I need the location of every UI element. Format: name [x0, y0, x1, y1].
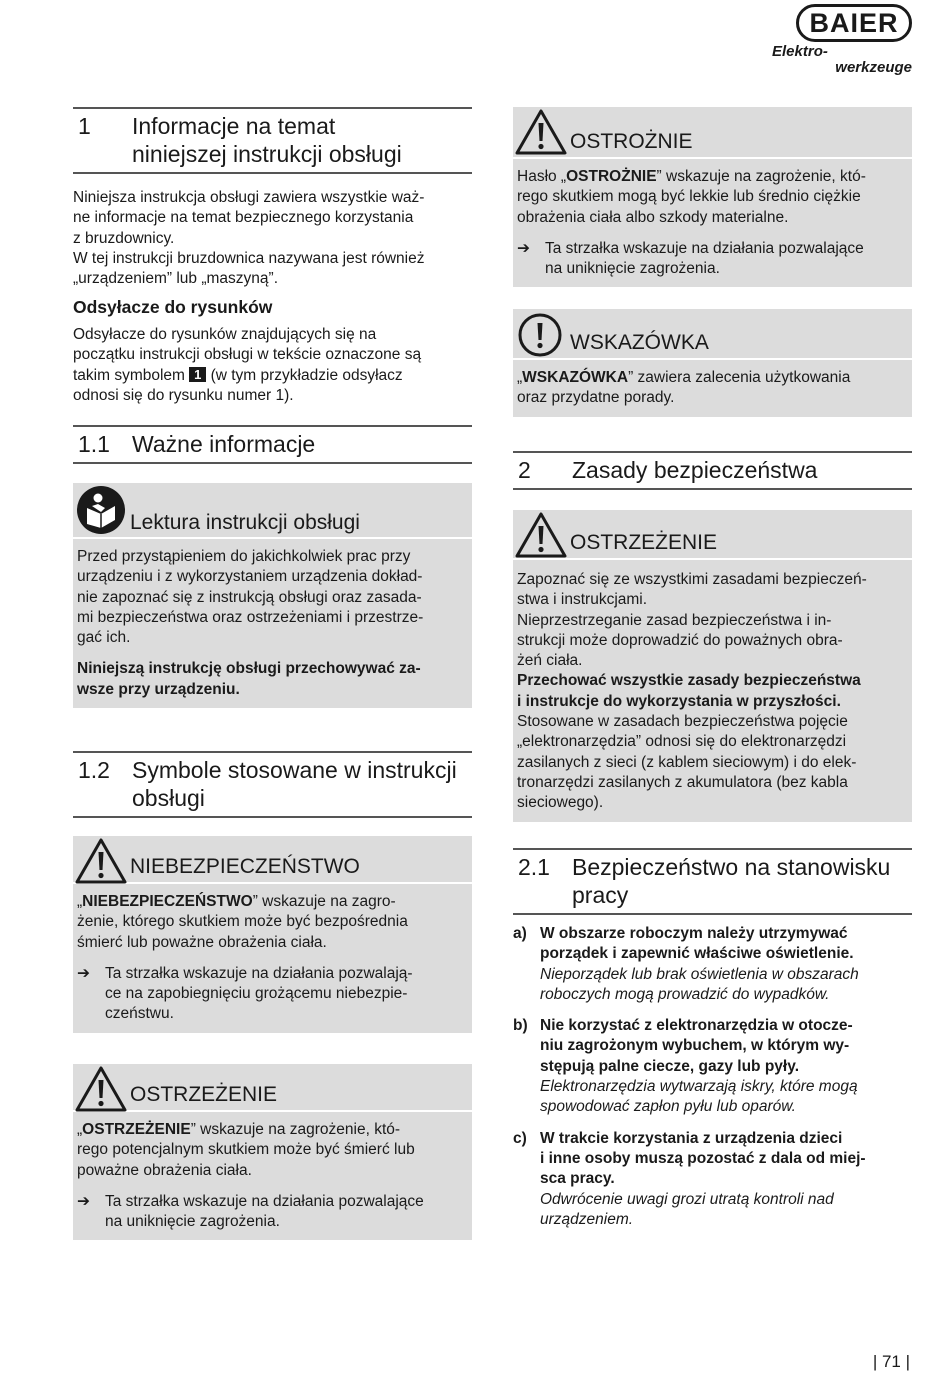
- text-line: roboczych mogą prowadzić do wypadków.: [540, 985, 830, 1003]
- warning-triangle-icon: [515, 512, 567, 558]
- caution-box: [513, 107, 912, 287]
- list-item: [513, 1129, 912, 1230]
- text-line: początku instrukcji obsługi w tekście oznaczone są: [73, 346, 422, 364]
- signal-word: WSKAZÓWKA: [522, 369, 629, 386]
- section-title-line: Symbole stosowane w instrukcji: [132, 757, 457, 783]
- text-line: odnosi się do rysunku numer 1).: [73, 386, 294, 404]
- text-line: i inne osoby muszą pozostać z dala od miej-: [540, 1149, 866, 1167]
- text-line: W trakcie korzystania z urządzenia dzieci: [540, 1129, 843, 1147]
- text-line: [73, 366, 472, 386]
- action-hint: [77, 964, 467, 1025]
- section-1-1-heading: [73, 425, 472, 464]
- section-number: 1.2: [78, 757, 110, 783]
- danger-box: [73, 836, 472, 1033]
- text-fragment: takim symbolem: [73, 366, 185, 384]
- arrow-icon: ➔: [77, 1192, 90, 1210]
- section-title-line: Informacje na temat: [132, 113, 336, 139]
- text-line: Ta strzałka wskazuje na działania pozwalają-: [105, 964, 413, 982]
- box-body: [513, 360, 912, 417]
- logo-line2: werkzeuge: [835, 59, 912, 76]
- intro-paragraph: [73, 188, 472, 289]
- text-line: poważne obrażenia ciała.: [77, 1161, 252, 1179]
- text-line: śmierć lub poważne obrażenia ciała.: [77, 933, 327, 951]
- text-line: W obszarze roboczym należy utrzymywać: [540, 925, 848, 942]
- box-body: [513, 159, 912, 287]
- signal-word: OSTRZEŻENIE: [82, 1121, 191, 1138]
- text-line: rego potencjalnym skutkiem może być śmierć lub: [77, 1141, 415, 1159]
- section-title: [132, 756, 472, 812]
- action-hint: [517, 239, 907, 280]
- text-line: i instrukcje do wykorzystania w przyszłości.: [517, 692, 841, 710]
- warning-triangle-icon: [75, 838, 127, 884]
- text-line: porządek i zapewnić właściwe oświetlenie.: [540, 945, 854, 963]
- text-fragment: ” wskazuje na zagro-: [252, 893, 396, 910]
- section-title: [132, 112, 472, 168]
- text-line: obrażenia ciała albo szkody materialne.: [517, 208, 789, 226]
- text-fragment: „: [77, 1121, 83, 1138]
- item-text: [540, 924, 859, 1005]
- section-2-1-heading: [513, 848, 912, 915]
- text-line: „elektronarzędzia” odnosi się do elektronarzędzi: [517, 733, 847, 751]
- section-title: [572, 853, 912, 909]
- box-header: [73, 836, 472, 884]
- text-line: Elektronarzędzia wytwarzają iskry, które mogą: [540, 1078, 858, 1096]
- text-line: sca pracy.: [540, 1170, 615, 1188]
- item-text: [540, 1016, 858, 1117]
- action-hint: [77, 1192, 467, 1233]
- item-letter: b): [513, 1017, 528, 1035]
- text-line: nie zapoznać się z instrukcją obsługi oraz zasada-: [77, 588, 422, 606]
- text-line: Ta strzałka wskazuje na działania pozwalające: [545, 239, 864, 257]
- text-line: tronarzędzi zasilanych z akumulatora (bez kabla: [517, 773, 848, 791]
- text-line: strukcji może doprowadzić do poważnych obra-: [517, 631, 843, 649]
- item-letter: c): [513, 1129, 527, 1147]
- text-line: Zapoznać się ze wszystkimi zasadami bezpieczeń-: [517, 571, 867, 588]
- box-title: NIEBEZPIECZEŃSTWO: [130, 855, 360, 878]
- box-title: WSKAZÓWKA: [570, 331, 709, 354]
- safety-warning-box: [513, 510, 912, 822]
- text-line: sieciowego).: [517, 794, 604, 812]
- text-line: Nieporządek lub brak oświetlenia w obszarach: [540, 965, 859, 983]
- text-line: ne informacje na temat bezpiecznego korzystania: [73, 209, 414, 227]
- list-item: [513, 924, 912, 1005]
- box-body: [513, 560, 912, 822]
- warning-triangle-icon: [75, 1066, 127, 1112]
- text-fragment: (w tym przykładzie odsyłacz: [210, 366, 403, 384]
- box-header: [73, 1064, 472, 1112]
- box-header: [73, 483, 472, 539]
- box-title: Lektura instrukcji obsługi: [130, 511, 360, 534]
- text-line: rego skutkiem mogą być lekkie lub średnio ciężkie: [517, 188, 861, 206]
- page-number: | 71 |: [872, 1352, 910, 1371]
- text-line: stępują palne ciecze, gazy lub pyły.: [540, 1057, 799, 1075]
- text-line: spowodować zapłon pyłu lub oparów.: [540, 1098, 796, 1116]
- box-body: [73, 884, 472, 1033]
- section-title-line: niniejszej instrukcji obsługi: [132, 141, 402, 167]
- text-line: gać ich.: [77, 629, 131, 647]
- box-header: [513, 309, 912, 360]
- text-line: Odsyłacze do rysunków znajdujących się na: [73, 326, 377, 343]
- text-line: niu zagrożonym wybuchem, w którym wy-: [540, 1037, 850, 1055]
- section-number: 2: [518, 457, 531, 483]
- section-2-heading: [513, 451, 912, 490]
- text-line: wsze przy urządzeniu.: [77, 680, 240, 698]
- text-line: żeń ciała.: [517, 652, 583, 670]
- section-number: 2.1: [518, 854, 550, 880]
- text-line: z bruzdownicy.: [73, 229, 175, 247]
- text-line: Odwrócenie uwagi grozi utratą kontroli nad: [540, 1190, 834, 1208]
- text-line: Nie korzystać z elektronarzędzia w otocze-: [540, 1017, 853, 1035]
- text-line: W tej instrukcji bruzdownica nazywana jest również: [73, 249, 425, 267]
- text-line: mi bezpieczeństwa oraz ostrzeżeniami i przestrze-: [77, 608, 424, 626]
- text-line: Stosowane w zasadach bezpieczeństwa pojęcie: [517, 713, 848, 731]
- text-line: Nieprzestrzeganie zasad bezpieczeństwa i in-: [517, 611, 832, 629]
- text-fragment: ” zawiera zalecenia użytkowania: [628, 369, 851, 386]
- text-fragment: „: [77, 893, 83, 910]
- read-manual-icon: [75, 484, 127, 536]
- box-body: [73, 539, 472, 708]
- exclamation-circle-icon: [515, 311, 567, 359]
- arrow-icon: ➔: [517, 239, 530, 257]
- section-number: 1.1: [78, 431, 110, 457]
- section-title: Zasady bezpieczeństwa: [572, 457, 818, 483]
- signal-word: OSTROŻNIE: [566, 168, 657, 185]
- text-line: na uniknięcie zagrożenia.: [545, 260, 720, 278]
- section-title-line: Bezpieczeństwo na stanowisku: [572, 854, 891, 880]
- logo-brand: BAIER: [796, 4, 912, 42]
- text-line: Przed przystąpieniem do jakichkolwiek prac przy: [77, 548, 411, 565]
- text-line: urządzeniu i z wykorzystaniem urządzenia dokład-: [77, 568, 423, 586]
- text-line: Niniejszą instrukcję obsługi przechowywać za-: [77, 660, 421, 678]
- signal-word: NIEBEZPIECZEŃSTWO: [82, 893, 253, 910]
- item-text: [540, 1129, 866, 1230]
- text-line: „urządzeniem” lub „maszyną”.: [73, 270, 279, 288]
- box-title: OSTRZEŻENIE: [570, 531, 718, 554]
- text-line: urządzeniem.: [540, 1210, 634, 1228]
- arrow-icon: ➔: [77, 964, 90, 982]
- text-fragment: „: [517, 369, 523, 386]
- box-body: [73, 1112, 472, 1240]
- section-1-heading: [73, 107, 472, 174]
- note-box: [513, 309, 912, 417]
- warning-box: [73, 1064, 472, 1240]
- text-line: czeństwu.: [105, 1005, 174, 1023]
- list-item: [513, 1016, 912, 1117]
- read-manual-box: [73, 483, 472, 708]
- section-title-line: pracy: [572, 882, 629, 908]
- references-heading: Odsyłacze do rysunków: [73, 297, 273, 317]
- text-fragment: Hasło „: [517, 168, 567, 185]
- text-line: Niniejsza instrukcja obsługi zawiera wszystkie waż-: [73, 189, 425, 206]
- text-line: zasilanych z sieci (z kablem sieciowym) i do elek-: [517, 753, 857, 771]
- text-fragment: ” wskazuje na zagrożenie, któ-: [190, 1121, 401, 1138]
- text-line: Ta strzałka wskazuje na działania pozwalające: [105, 1192, 424, 1210]
- text-line: oraz przydatne porady.: [517, 389, 675, 407]
- baier-logo: [772, 4, 912, 76]
- box-title: OSTROŻNIE: [570, 130, 693, 153]
- text-line: na uniknięcie zagrożenia.: [105, 1213, 280, 1231]
- logo-line1: Elektro-: [772, 43, 828, 60]
- text-line: Przechować wszystkie zasady bezpieczeństwa: [517, 672, 861, 690]
- box-title: OSTRZEŻENIE: [130, 1083, 278, 1106]
- box-header: [513, 107, 912, 159]
- figure-reference-symbol: 1: [189, 367, 206, 382]
- box-header: [513, 510, 912, 560]
- text-line: stwa i instrukcjami.: [517, 591, 648, 609]
- item-letter: a): [513, 925, 527, 942]
- section-number: 1: [78, 113, 91, 139]
- section-title-line: obsługi: [132, 785, 205, 811]
- text-line: ce na zapobiegnięciu grożącemu niebezpie-: [105, 985, 408, 1003]
- section-1-2-heading: [73, 751, 472, 818]
- references-paragraph: [73, 325, 472, 406]
- safety-list: [513, 924, 912, 1241]
- warning-triangle-icon: [515, 109, 567, 155]
- text-line: żenie, którego skutkiem może być bezpośrednia: [77, 913, 408, 931]
- text-fragment: ” wskazuje na zagrożenie, któ-: [656, 168, 866, 185]
- section-title: Ważne informacje: [132, 431, 316, 457]
